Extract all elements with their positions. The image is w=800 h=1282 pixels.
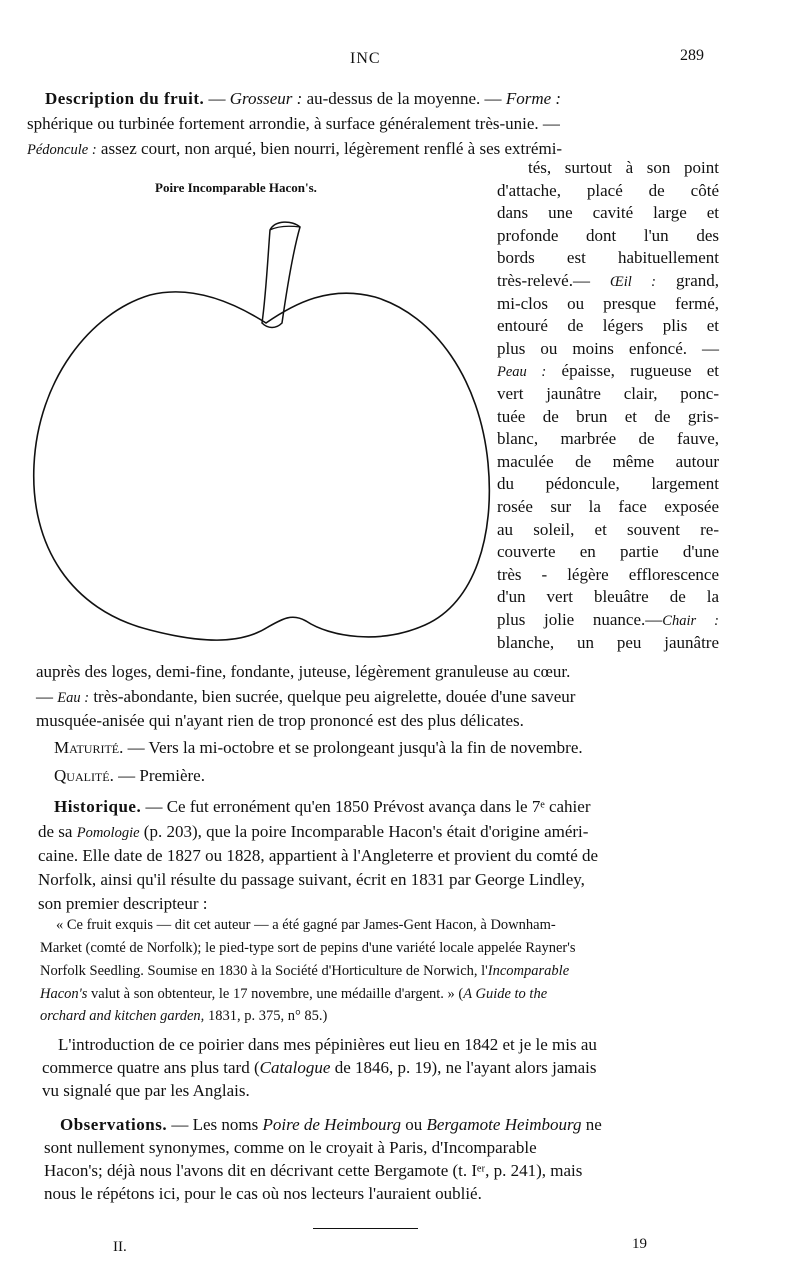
observations-line-3: Hacon's; déjà nous l'avons dit en décrivant cette Bergamote (t. Iᵉʳ, p. 241), mais <box>44 1161 583 1180</box>
column-line: très-relevé.— Œil : grand, <box>497 271 719 290</box>
page-number: 289 <box>680 47 704 64</box>
pear-stem-tip <box>270 226 300 230</box>
historique-line-5: son premier descripteur : <box>38 894 208 913</box>
pear-body <box>34 292 490 640</box>
figure-caption: Poire Incomparable Hacon's. <box>155 180 317 195</box>
column-line: couverte en partie d'une <box>497 542 719 562</box>
column-line: vert jaunâtre clair, ponc- <box>497 384 719 403</box>
intro-line-2: commerce quatre ans plus tard (Catalogue de 1846, p. 19), ne l'ayant alors jamais <box>42 1058 597 1077</box>
column-line: plus ou moins enfoncé. — <box>497 338 719 358</box>
maturite-label: Maturité. <box>54 738 124 757</box>
description-heading: Description du fruit. <box>45 89 205 108</box>
observations-line-2: sont nullement synonymes, comme on le croyait à Paris, d'Incomparable <box>44 1138 537 1157</box>
historique-line-3: caine. Elle date de 1827 ou 1828, appartient à l'Angleterre et provient du comté de <box>38 846 599 865</box>
column-line: rosée sur la face exposée <box>497 497 719 516</box>
description-wide-2: — Eau : très-abondante, bien sucrée, quelque peu aigrelette, douée d'une saveur <box>36 687 576 706</box>
intro-line-3: vu signalé que par les Anglais. <box>42 1081 250 1100</box>
quote-line-2: Market (comté de Norfolk); le pied-type sort de pepins d'une variété locale appelée Rayner's <box>40 940 576 956</box>
quote-line-5: orchard and kitchen garden, 1831, p. 375, n° 85.) <box>40 1008 328 1024</box>
column-line: d'un vert bleuâtre de la <box>497 587 719 607</box>
description-line-3: Pédoncule : assez court, non arqué, bien nourri, légèrement renflé à ses extrémi- <box>27 139 563 158</box>
pear-outline-illustration <box>30 205 500 655</box>
observations-line-1: Observations. — Les noms Poire de Heimbourg ou Bergamote Heimbourg ne <box>60 1115 602 1134</box>
description-wide-3: musquée-anisée qui n'ayant rien de trop prononcé est des plus délicates. <box>36 711 524 730</box>
historique-line-2: de sa Pomologie (p. 203), que la poire Incomparable Hacon's était d'origine améri- <box>38 822 589 841</box>
observations-line-4: nous le répétons ici, pour le cas où nos lecteurs l'auraient oublié. <box>44 1184 482 1203</box>
description-line-1: Description du fruit. — Grosseur : au-dessus de la moyenne. — Forme : <box>45 89 562 108</box>
running-title: INC <box>350 50 381 67</box>
column-line: d'attache, placé de côté <box>497 180 719 200</box>
qualite-label: Qualité. <box>54 766 114 785</box>
quote-line-4: Hacon's valut à son obtenteur, le 17 novembre, une médaille d'argent. » (A Guide to the <box>40 986 548 1002</box>
column-line: tés, surtout à son point <box>528 158 719 177</box>
quote-line-1: « Ce fruit exquis — dit cet auteur — a été gagné par James-Gent Hacon, à Downham- <box>56 917 556 933</box>
pear-stem <box>262 222 300 327</box>
column-line: entouré de légers plis et <box>497 316 719 336</box>
footer-rule <box>313 1228 418 1229</box>
historique-line-4: Norfolk, ainsi qu'il résulte du passage suivant, écrit en 1831 par George Lindley, <box>38 870 585 889</box>
column-line: tuée de brun et de gris- <box>497 406 719 426</box>
description-line-2: sphérique ou turbinée fortement arrondie, à surface généralement très-unie. — <box>27 114 560 133</box>
column-line: blanc, marbrée de fauve, <box>497 429 719 449</box>
observations-heading: Observations. <box>60 1115 168 1134</box>
quote-line-3: Norfolk Seedling. Soumise en 1830 à la Société d'Horticulture de Norwich, l'Incomparable <box>40 963 570 979</box>
historique-heading: Historique. <box>54 797 142 816</box>
column-line: au soleil, et souvent re- <box>497 519 719 539</box>
column-line: maculée de même autour <box>497 451 719 471</box>
column-line: mi-clos ou presque fermé, <box>497 293 719 313</box>
column-line: bords est habituellement <box>497 248 719 268</box>
description-wide-1: auprès des loges, demi-fine, fondante, juteuse, légèrement granuleuse au cœur. <box>36 662 571 681</box>
signature-mark: II. <box>113 1239 127 1255</box>
intro-line-1: L'introduction de ce poirier dans mes pépinières eut lieu en 1842 et je le mis au <box>58 1035 597 1054</box>
column-line: du pédoncule, largement <box>497 474 719 494</box>
column-line: très - légère efflorescence <box>497 564 719 584</box>
column-line: blanche, un peu jaunâtre <box>497 632 719 652</box>
qualite-line: Qualité. — Première. <box>54 766 205 785</box>
column-line: dans une cavité large et <box>497 203 719 223</box>
column-line: plus jolie nuance.—Chair : <box>497 610 719 629</box>
historique-line-1: Historique. — Ce fut erronément qu'en 1850 Prévost avança dans le 7ᵉ cahier <box>54 797 591 816</box>
column-line: Peau : épaisse, rugueuse et <box>497 361 720 381</box>
maturite-line: Maturité. — Vers la mi-octobre et se prolongeant jusqu'à la fin de novembre. <box>54 738 583 757</box>
column-line: profonde dont l'un des <box>497 225 719 245</box>
sheet-number: 19 <box>632 1236 647 1252</box>
